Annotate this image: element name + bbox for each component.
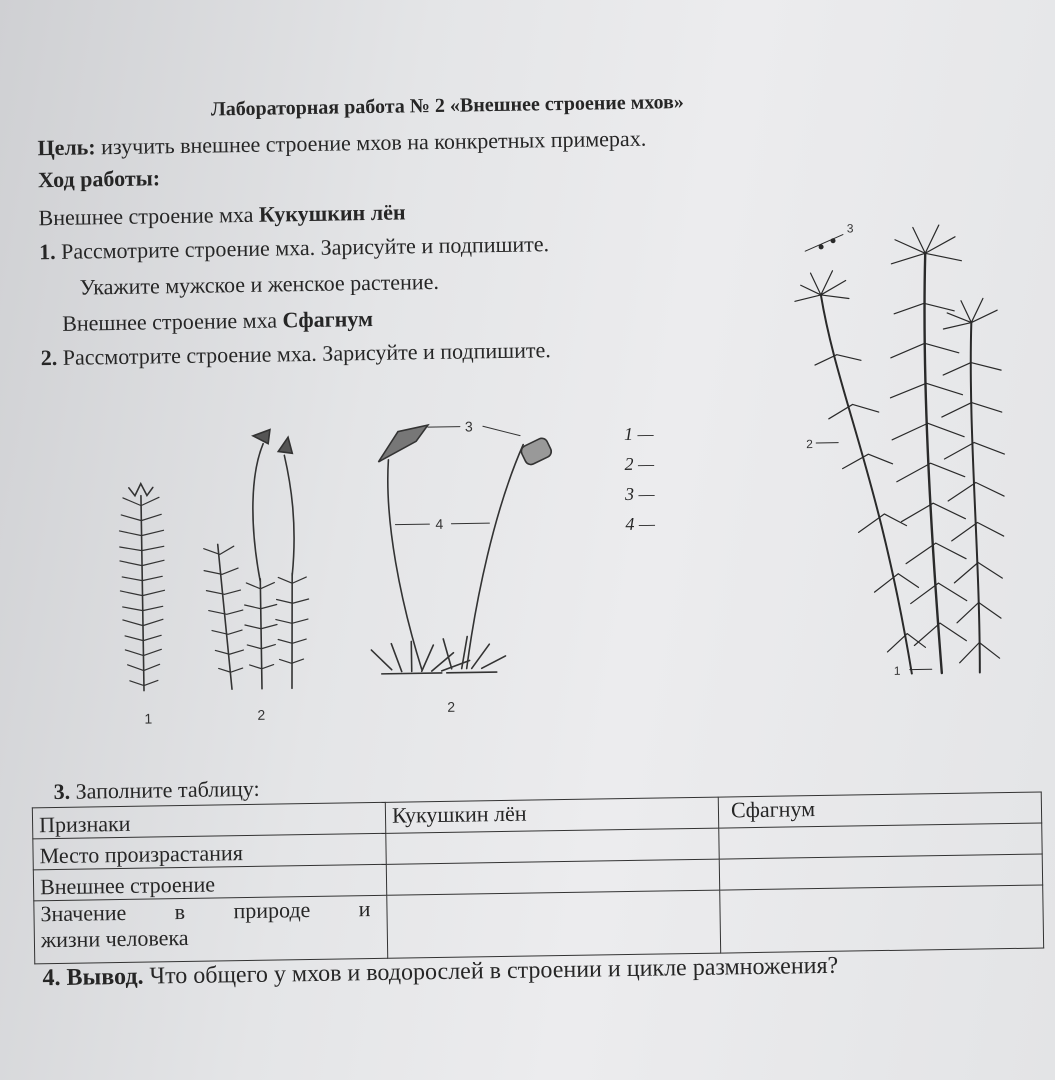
sphagnum-illustration <box>775 212 1038 696</box>
task-number: 3. <box>53 778 71 805</box>
word: Значение <box>40 899 127 927</box>
section-prefix: Внешнее строение мха <box>62 307 283 336</box>
legend-item-3: 3 — <box>624 483 655 505</box>
task-number: 2. <box>40 344 58 371</box>
row-label: Место произрастания <box>33 833 386 870</box>
word: и <box>358 896 371 922</box>
sphagnum-label-2: 2 <box>806 437 814 452</box>
part-label-4: 4 <box>435 515 444 533</box>
header-polytrichum: Кукушкин лён <box>385 797 718 833</box>
legend-item-1: 1 — <box>623 423 654 445</box>
section-prefix: Внешнее строение мха <box>38 201 260 231</box>
row-label: Внешнее строение <box>33 864 386 901</box>
section-moss-name: Сфагнум <box>282 305 374 333</box>
page-title: Лабораторная работа № 2 «Внешнее строение мхов» <box>210 91 684 121</box>
sphagnum-label-3: 3 <box>846 221 854 236</box>
word: природе <box>233 897 311 924</box>
answer-cell[interactable] <box>719 823 1042 859</box>
legend-item-2: 2 — <box>624 453 655 475</box>
answer-cell[interactable] <box>720 885 1044 953</box>
plant-label-2b: 2 <box>447 698 456 715</box>
task-text: Рассмотрите строение мха. Зарисуйте и подпишите. <box>55 231 550 264</box>
sporophyte-drawing <box>368 423 557 674</box>
answer-cell[interactable] <box>387 890 721 958</box>
task-2-line <box>41 337 551 371</box>
task-text: Рассмотрите строение мха. Зарисуйте и подпишите. <box>57 337 551 370</box>
sphagnum-label-1: 1 <box>893 663 901 678</box>
goal-label: Цель: <box>37 134 96 161</box>
plant-label-1: 1 <box>144 710 153 727</box>
goal-line <box>37 126 646 162</box>
row-label-line-2: жизни человека <box>40 924 189 953</box>
male-shoot-drawing <box>119 483 166 691</box>
task-number: 1. <box>38 238 56 265</box>
section-heading-polytrichum <box>38 199 405 231</box>
section-moss-name: Кукушкин лён <box>258 199 406 227</box>
task-text: Заполните таблицу: <box>69 775 260 804</box>
comparison-table <box>32 792 1044 965</box>
course-label: Ход работы: <box>37 165 161 193</box>
polytrichum-illustration <box>98 398 623 736</box>
part-label-3: 3 <box>464 418 473 435</box>
task-1-line-1 <box>39 231 549 265</box>
conclusion-question: Что общего у мхов и водорослей в строении и цикле размножения? <box>143 952 839 990</box>
header-sphagnum: Сфагнум <box>718 792 1041 828</box>
legend-item-4: 4 — <box>625 513 656 535</box>
word: в <box>174 898 186 925</box>
task-3-line <box>53 776 259 805</box>
task-1-line-2: Укажите мужское и женское растение. <box>79 268 440 300</box>
section-heading-sphagnum <box>62 306 373 337</box>
header-traits: Признаки <box>32 802 385 839</box>
female-shoots-drawing <box>202 429 310 690</box>
plant-label-2: 2 <box>257 706 266 723</box>
goal-text: изучить внешнее строение мхов на конкретных примерах. <box>95 125 647 160</box>
answer-cell[interactable] <box>719 854 1042 890</box>
row-label-significance <box>34 895 388 964</box>
conclusion-label: 4. Вывод. <box>42 963 144 992</box>
